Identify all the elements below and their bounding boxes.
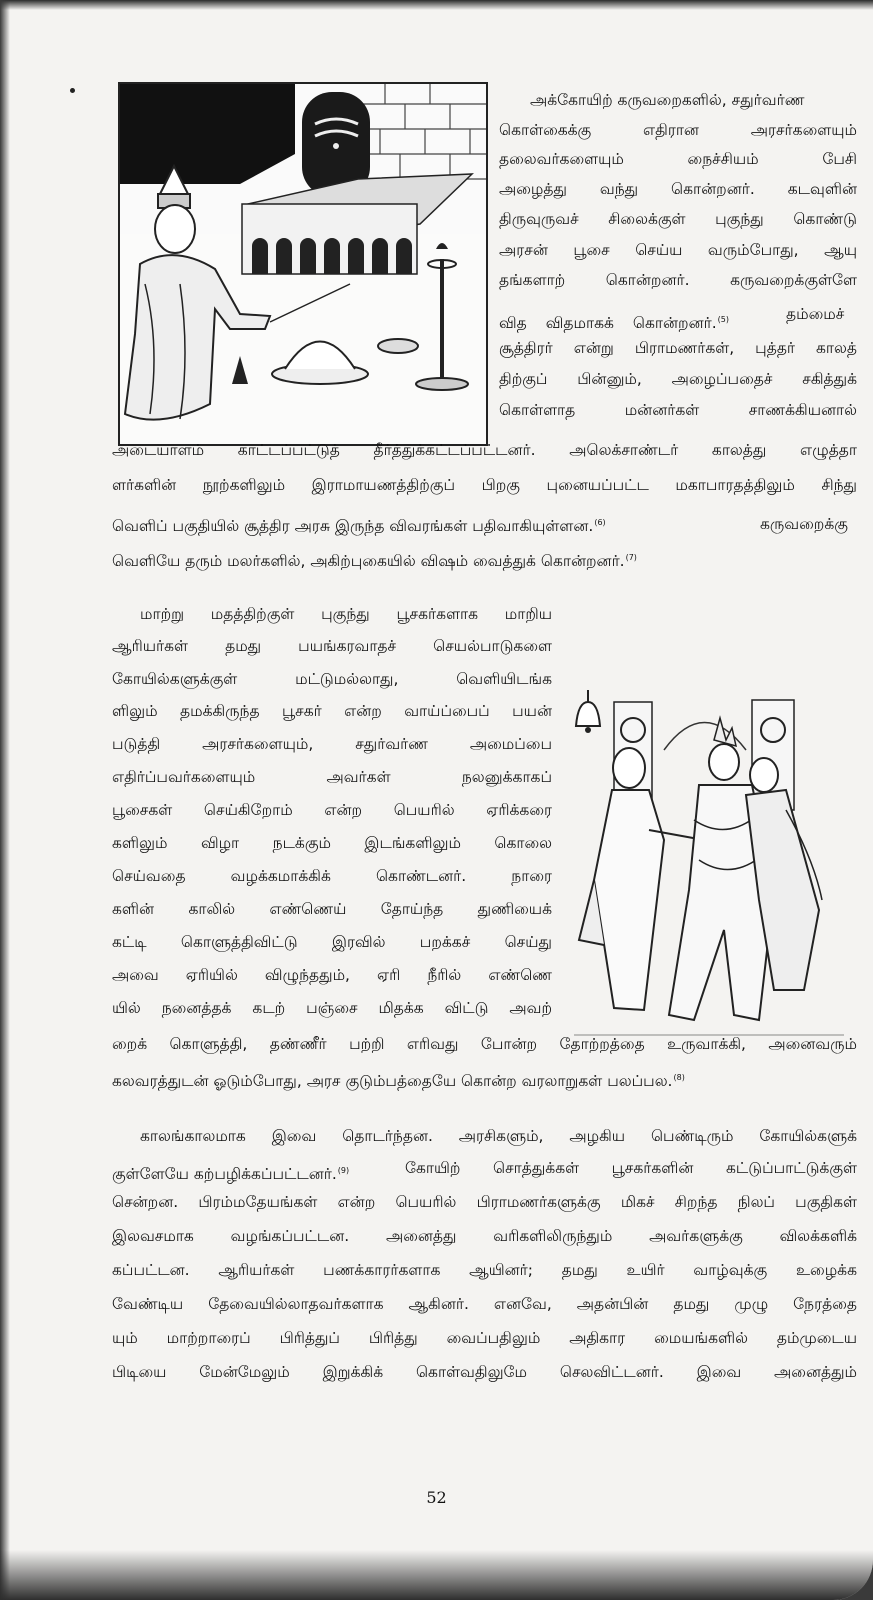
text-line: ளர்களின் நூற்களிலும் இராமாயணத்திற்குப் பிறகு புனையப்பட்ட மகாபாரதத்திலும் சிந்து [112,476,857,494]
page-number: 52 [426,1488,447,1507]
text-line: செய்வதை வழக்கமாக்கிக் கொண்டனர். நாரை [112,867,552,885]
text-line: திற்குப் பின்னும், அழைப்பதைச் சகித்துக் [499,370,857,388]
page-edge-left [0,0,10,1600]
text-line: றைக் கொளுத்தி, தண்ணீர் பற்றி எரிவது போன்ற தோற்றத்தை உருவாக்கி, அனைவரும் [112,1035,857,1053]
text-line: கொள்கைக்கு எதிரான அரசர்களையும் [499,121,857,139]
text-line: யும் மாற்றாரைப் பிரித்துப் பிரித்து வைப்பதிலும் அதிகார மையங்களில் தம்முடைய [112,1329,857,1347]
text-line: கருவறைக்கு [760,515,848,533]
text-line: கப்பட்டன. ஆரியர்கள் பணக்காரர்களாக ஆயினர்; தமது உயிர் வாழ்வுக்கு உழைக்க [112,1261,857,1279]
text-line: வித விதமாகக் கொன்றனர்.$^{(5)}$ [499,314,729,333]
text-line: கோயில்களுக்குள் மட்டுமல்லாது, வெளியிடங்க [112,670,552,688]
text-line: வேண்டிய தேவையில்லாதவர்களாக ஆகினர். எனவே, அதன்பின் தமது முழு நேரத்தை [112,1295,857,1313]
text-line: யில் நனைத்தக் கடற் பஞ்சை மிதக்க விட்டு அவற் [112,999,552,1017]
text-line: பிடியை மேன்மேலும் இறுக்கிக் கொள்வதிலுமே செலவிட்டனர். இவை அனைத்தும் [112,1363,857,1381]
text-line: கலவரத்துடன் ஓடும்போது, அரச குடும்பத்தையே கொன்ற வரலாறுகள் பலப்பல.$^{(8)}$ [112,1072,685,1091]
text-line: திருவுருவச் சிலைக்குள் புகுந்து கொண்டு [499,210,857,228]
text-line: அடையாளம் காட்டப்பட்டுத் தீர்த்துக்கட்டப்பட்டனர். அலெக்சாண்டர் காலத்து எழுத்தா [112,441,857,459]
text-line: சூத்திரர் என்று பிராமணர்கள், புத்தர் காலத் [499,339,857,357]
text-line: அழைத்து வந்து கொன்றனர். கடவுளின் [499,180,857,198]
text-line: மாற்று மதத்திற்குள் புகுந்து பூசகர்களாக மாறிய [140,605,552,623]
text-line: தங்களாற் கொன்றனர். கருவறைக்குள்ளே [499,271,857,289]
text-line: குள்ளேயே கற்பழிக்கப்பட்டனர்.$^{(9)}$ [112,1165,350,1184]
text-line: களின் காலில் எண்ணெய் தோய்ந்த துணியைக் [112,900,552,918]
text-line: பூசைகள் செய்கிறோம் என்ற பெயரில் ஏரிக்கரை [112,801,552,819]
text-line: வெளிப் பகுதியில் சூத்திர அரசு இருந்த விவரங்கள் பதிவாகியுள்ளன.$^{(6)}$ [112,517,606,536]
text-line: சென்றன. பிரம்மதேயங்கள் என்ற பெயரில் பிராமணர்களுக்கு மிகச் சிறந்த நிலப் பகுதிகள் [112,1193,857,1211]
page-edge-top [0,0,873,10]
text-line: எதிர்ப்பவர்களையும் அவர்கள் நலனுக்காகப் [112,768,552,786]
text-line: வெளியே தரும் மலர்களில், அகிற்புகையில் விஷம் வைத்துக் கொன்றனர்.$^{(7)}$ [112,552,637,571]
text-line: அக்கோயிற் கருவறைகளில், சதுர்வர்ண [530,91,805,109]
illustration-king-worship [118,82,488,446]
footnote-marker: (5) [717,315,729,324]
text-line: அரசன் பூசை செய்ய வரும்போது, ஆயு [499,241,857,259]
text-line: களிலும் விழா நடக்கும் இடங்களிலும் கொலை [112,834,552,852]
ink-speck [70,88,75,93]
text-line: காலங்காலமாக இவை தொடர்ந்தன. அரசிகளும், அழகிய பெண்டிரும் கோயில்களுக் [140,1127,857,1145]
text-line: தம்மைச் [786,305,845,323]
footnote-marker: (8) [673,1073,685,1082]
text-line: இலவசமாக வழங்கப்பட்டன. அனைத்து வரிகளிலிருந்தும் அவர்களுக்கு விலக்களிக் [112,1227,857,1245]
footnote-marker: (6) [594,518,606,527]
text-line: ளிலும் தமக்கிருந்த பூசகர் என்ற வாய்ப்பைப் பயன் [112,702,552,720]
text-line: தலைவர்களையும் நைச்சியம் பேசி [499,150,857,168]
page-edge-bottom [0,1550,873,1600]
text-line: கொள்ளாத மன்னர்கள் சாணக்கியனால் [499,401,857,419]
text-line: கட்டி கொளுத்திவிட்டு இரவில் பறக்கச் செய்து [112,933,552,951]
text-line: ஆரியர்கள் தமது பயங்கரவாதச் செயல்பாடுகளை [112,637,552,655]
illustration-priest-deities [574,690,844,1045]
text-line: கோயிற் சொத்துக்கள் பூசகர்களின் கட்டுப்பாட்டுக்குள் [405,1159,857,1177]
footnote-marker: (9) [337,1166,350,1175]
text-line: அவை ஏரியில் விழுந்ததும், ஏரி நீரில் எண்ணெ [112,966,552,984]
footnote-marker: (7) [625,553,637,562]
text-line: படுத்தி அரசர்களையும், சதுர்வர்ண அமைப்பை [112,735,552,753]
